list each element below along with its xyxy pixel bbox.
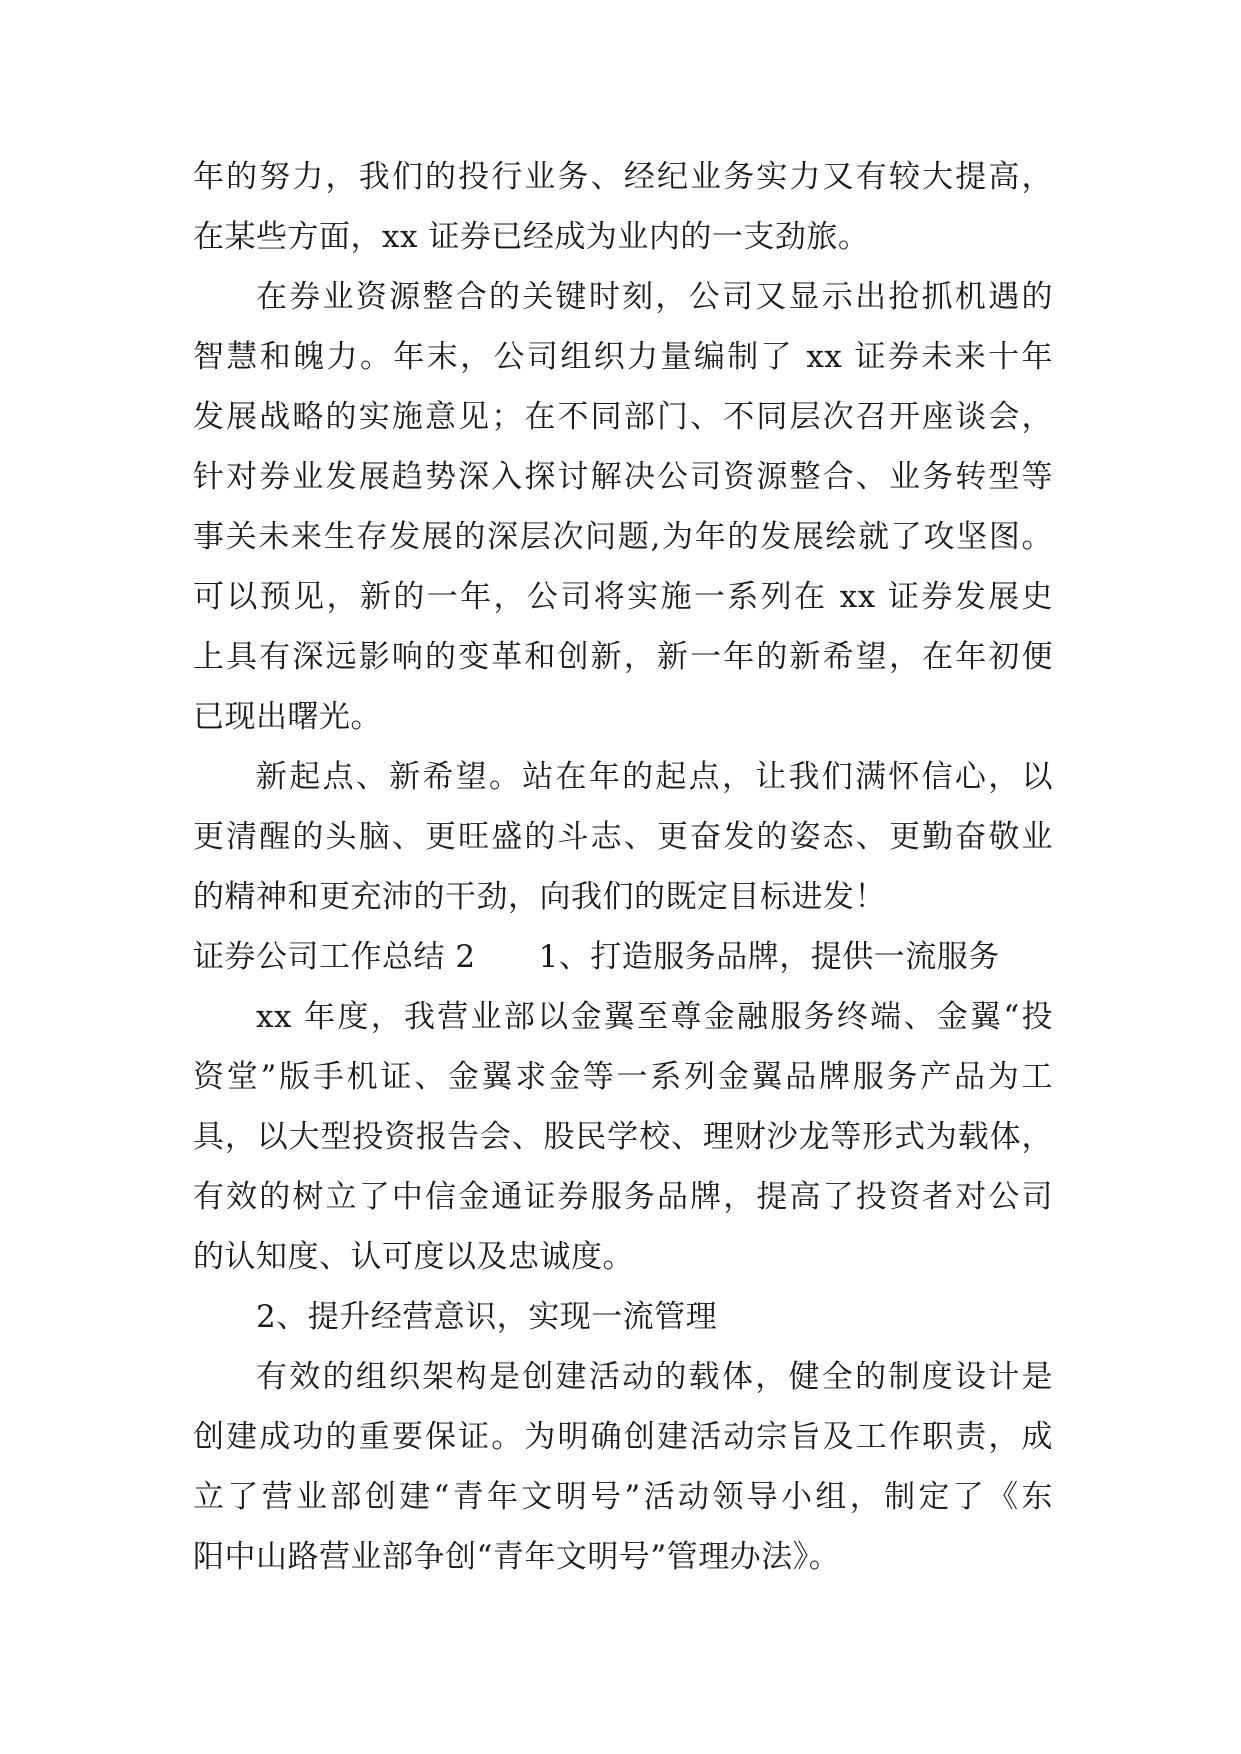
text-line: 有效的树立了中信金通证券服务品牌，提高了投资者对公司 <box>193 1179 1053 1215</box>
text-line: 可以预见，新的一年，公司将实施一系列在 xx 证券发展史 <box>193 579 1053 615</box>
text-line: 已现出曙光。 <box>193 699 382 735</box>
text-line: 在某些方面，xx 证券已经成为业内的一支劲旅。 <box>193 219 870 255</box>
paragraph-start-line: 有效的组织架构是创建活动的载体，健全的制度设计是 <box>256 1359 1053 1395</box>
text-line: 资堂”版手机证、金翼求金等一系列金翼品牌服务产品为工 <box>193 1059 1053 1095</box>
section-heading-line: 证券公司工作总结 2 1、打造服务品牌，提供一流服务 <box>193 939 1000 975</box>
text-line: 创建成功的重要保证。为明确创建活动宗旨及工作职责，成 <box>193 1419 1053 1455</box>
text-line: 更清醒的头脑、更旺盛的斗志、更奋发的姿态、更勤奋敬业 <box>193 819 1053 855</box>
text-line: 立了营业部创建“青年文明号”活动领导小组，制定了《东 <box>193 1479 1053 1515</box>
text-line: 年的努力，我们的投行业务、经纪业务实力又有较大提高， <box>193 159 1053 195</box>
text-line: 事关未来生存发展的深层次问题,为年的发展绘就了攻坚图。 <box>193 519 1053 555</box>
text-line: 发展战略的实施意见；在不同部门、不同层次召开座谈会， <box>193 399 1053 435</box>
text-line: 智慧和魄力。年末，公司组织力量编制了 xx 证券未来十年 <box>193 339 1053 375</box>
text-line: 的认知度、认可度以及忠诚度。 <box>193 1239 634 1275</box>
text-line: 针对券业发展趋势深入探讨解决公司资源整合、业务转型等 <box>193 459 1053 495</box>
text-line: 上具有深远影响的变革和创新，新一年的新希望，在年初便 <box>193 639 1053 675</box>
paragraph-start-line: xx 年度，我营业部以金翼至尊金融服务终端、金翼“投 <box>256 999 1053 1035</box>
paragraph-start-line: 在券业资源整合的关键时刻，公司又显示出抢抓机遇的 <box>256 279 1053 315</box>
text-line: 阳中山路营业部争创“青年文明号”管理办法》。 <box>193 1539 841 1575</box>
text-line: 的精神和更充沛的干劲，向我们的既定目标进发！ <box>193 879 886 915</box>
paragraph-start-line: 新起点、新希望。站在年的起点，让我们满怀信心，以 <box>256 759 1053 795</box>
document-body <box>193 147 1053 1587</box>
text-line: 具，以大型投资报告会、股民学校、理财沙龙等形式为载体， <box>193 1119 1053 1155</box>
subheading-line: 2、提升经营意识，实现一流管理 <box>256 1299 718 1335</box>
